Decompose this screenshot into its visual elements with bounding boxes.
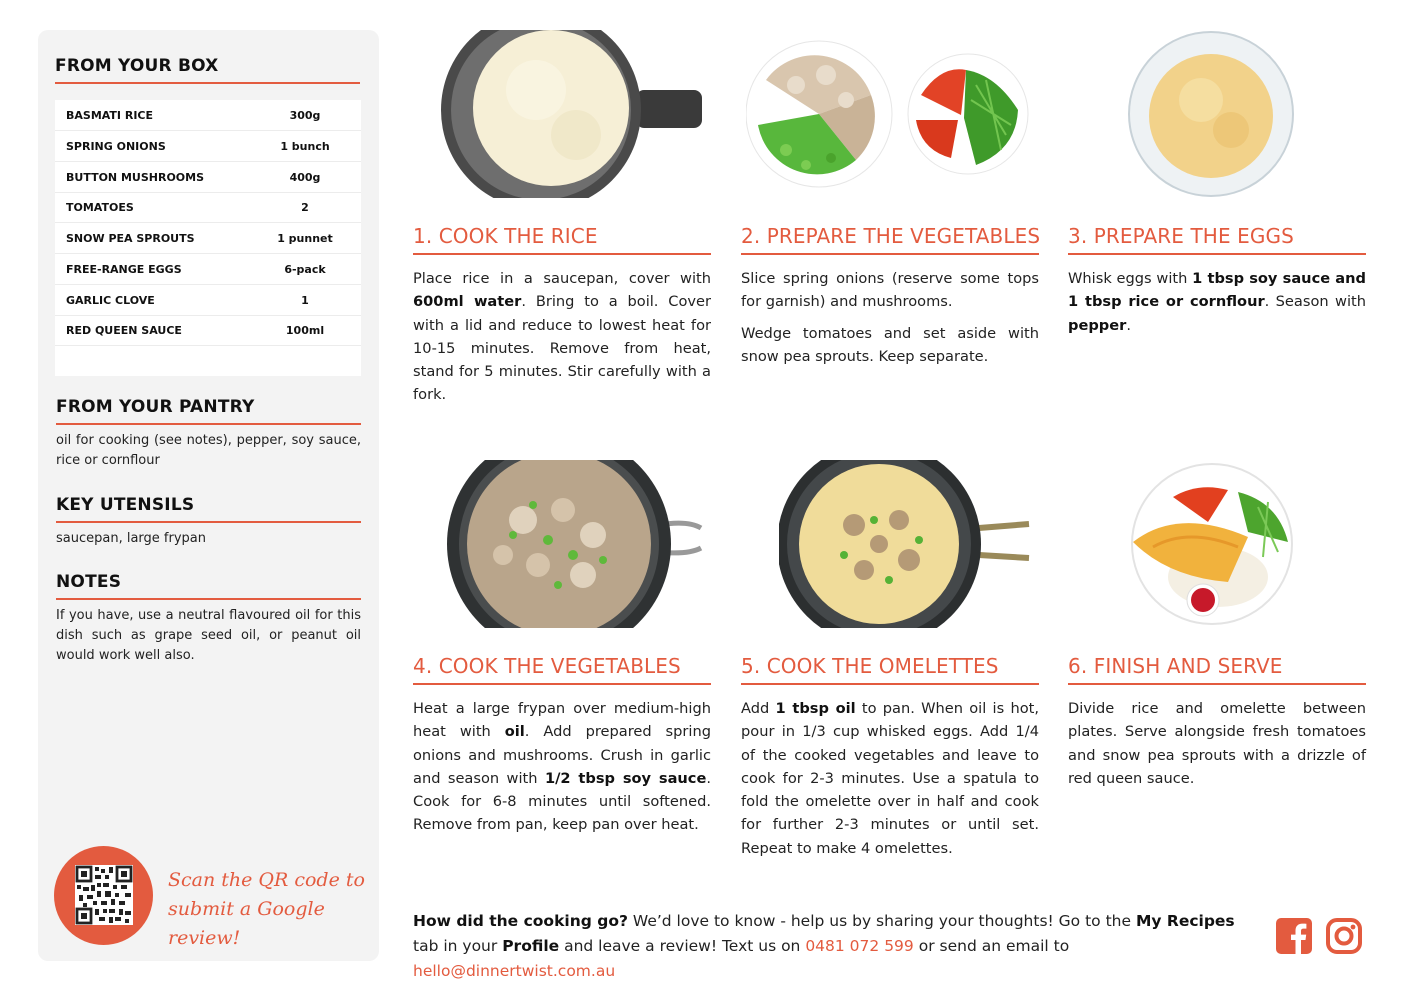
qr-code-icon[interactable] — [75, 865, 133, 925]
email-link[interactable]: hello@dinnertwist.com.au — [413, 962, 616, 980]
qr-badge[interactable] — [54, 846, 153, 945]
qr-caption-line: submit a Google review! — [168, 898, 325, 949]
profile-link[interactable]: Profile — [502, 937, 560, 955]
box-title: FROM YOUR BOX — [55, 56, 219, 76]
ingredient-row — [55, 100, 361, 131]
step-3-title: 3. PREPARE THE EGGS — [1068, 224, 1294, 248]
ingredient-qty: 1 — [301, 293, 309, 307]
notes-text: If you have, use a neutral flavoured oil for this dish such as grape seed oil, or peanut oil would work well also. — [56, 608, 361, 663]
step-3-text: Whisk eggs with 1 tbsp soy sauce and 1 tbsp rice or cornflour. Season with pepper. — [1068, 270, 1366, 334]
step-2-text: Slice spring onions (reserve some tops for garnish) and mushrooms. Wedge tomatoes and set aside with snow pea sprouts. Keep separate. — [741, 270, 1039, 365]
notes-title: NOTES — [56, 572, 122, 592]
ingredient-name: GARLIC CLOVE — [66, 293, 155, 307]
ingredient-qty: 1 bunch — [280, 139, 330, 153]
ingredient-name: BASMATI RICE — [66, 108, 154, 122]
notes-rule — [56, 598, 361, 600]
utensils-title: KEY UTENSILS — [56, 495, 195, 515]
step-4-text: Heat a large frypan over medium-high heat with oil. Add prepared spring onions and mushrooms. Crush in garlic and season with 1/2 tbsp soy sauce. Cook for 6-8 minutes until softened. Remove from pan, keep pan over heat. — [413, 700, 711, 834]
ingredient-name: FREE-RANGE EGGS — [66, 262, 182, 276]
rice-pot-image — [441, 30, 703, 198]
ingredient-row — [55, 131, 361, 162]
cook-vegetables-image — [443, 460, 703, 628]
qr-caption — [168, 866, 379, 953]
vegetables-image — [746, 40, 1031, 190]
eggs-bowl-image — [1126, 30, 1296, 198]
omelette-pan-image — [779, 460, 1031, 628]
sidebar-panel — [38, 30, 379, 961]
ingredient-row — [55, 192, 361, 223]
ingredient-name: SNOW PEA SPROUTS — [66, 231, 195, 245]
step-6-title: 6. FINISH AND SERVE — [1068, 654, 1283, 678]
ingredient-qty: 400g — [289, 170, 321, 184]
ingredient-name: RED QUEEN SAUCE — [66, 323, 182, 337]
pantry-rule — [56, 423, 361, 425]
ingredient-row — [55, 315, 361, 346]
ingredient-row — [55, 162, 361, 193]
ingredient-name: TOMATOES — [66, 200, 134, 214]
ingredient-name: SPRING ONIONS — [66, 139, 166, 153]
ingredient-qty: 100ml — [285, 323, 325, 337]
ingredient-table — [55, 100, 361, 376]
step-1-title: 1. COOK THE RICE — [413, 224, 598, 248]
step-1-rule — [413, 253, 711, 255]
ingredient-qty: 1 punnet — [277, 231, 333, 245]
served-plate-image — [1128, 462, 1296, 627]
ingredient-qty: 6-pack — [284, 262, 326, 276]
step-6-rule — [1068, 683, 1366, 685]
instagram-icon[interactable] — [1326, 918, 1362, 954]
step-5-text: Add 1 tbsp oil to pan. When oil is hot, pour in 1/3 cup whisked eggs. Add 1/4 of the cooked vegetables and leave to cook for 2-3 minutes. Use a spatula to fold the omelette over in half and cook for further 2-3 minutes or until set. Repeat to make 4 omelettes. — [741, 700, 1039, 857]
pantry-title: FROM YOUR PANTRY — [56, 397, 255, 417]
ingredient-row — [55, 285, 361, 316]
step-5-title: 5. COOK THE OMELETTES — [741, 654, 999, 678]
step-4-title: 4. COOK THE VEGETABLES — [413, 654, 681, 678]
box-title-rule — [55, 82, 360, 84]
step-3-rule — [1068, 253, 1366, 255]
feedback-footer: How did the cooking go? We’d love to know - help us by sharing your thoughts! Go to the My Recipes tab in your Profile and leave a review! Text us on 0481 072 599 or send an email to hello@dinnertwist.com.au — [413, 912, 1235, 980]
step-4-rule — [413, 683, 711, 685]
facebook-icon[interactable] — [1276, 918, 1312, 954]
utensils-text: saucepan, large frypan — [56, 531, 206, 546]
ingredient-qty: 300g — [289, 108, 321, 122]
ingredient-name: BUTTON MUSHROOMS — [66, 170, 205, 184]
feedback-question: How did the cooking go? — [413, 912, 628, 930]
step-5-rule — [741, 683, 1039, 685]
step-6-text: Divide rice and omelette between plates. Serve alongside fresh tomatoes and snow pea sprouts with a drizzle of red queen sauce. — [1068, 700, 1366, 787]
step-1-text: Place rice in a saucepan, cover with 600ml water. Bring to a boil. Cover with a lid and reduce to lowest heat for 10-15 minutes. Remove from heat, stand for 5 minutes. Stir carefully with a fork. — [413, 270, 712, 404]
utensils-rule — [56, 521, 361, 523]
step-2-title: 2. PREPARE THE VEGETABLES — [741, 224, 1041, 248]
step-2-rule — [741, 253, 1039, 255]
ingredient-row — [55, 254, 361, 285]
pantry-text: oil for cooking (see notes), pepper, soy sauce, rice or cornflour — [56, 433, 361, 468]
my-recipes-link[interactable]: My Recipes — [1135, 912, 1235, 930]
ingredient-qty: 2 — [301, 200, 309, 214]
ingredient-row — [55, 223, 361, 254]
phone-link[interactable]: 0481 072 599 — [805, 937, 914, 955]
qr-caption-line: Scan the QR code to — [168, 869, 365, 891]
